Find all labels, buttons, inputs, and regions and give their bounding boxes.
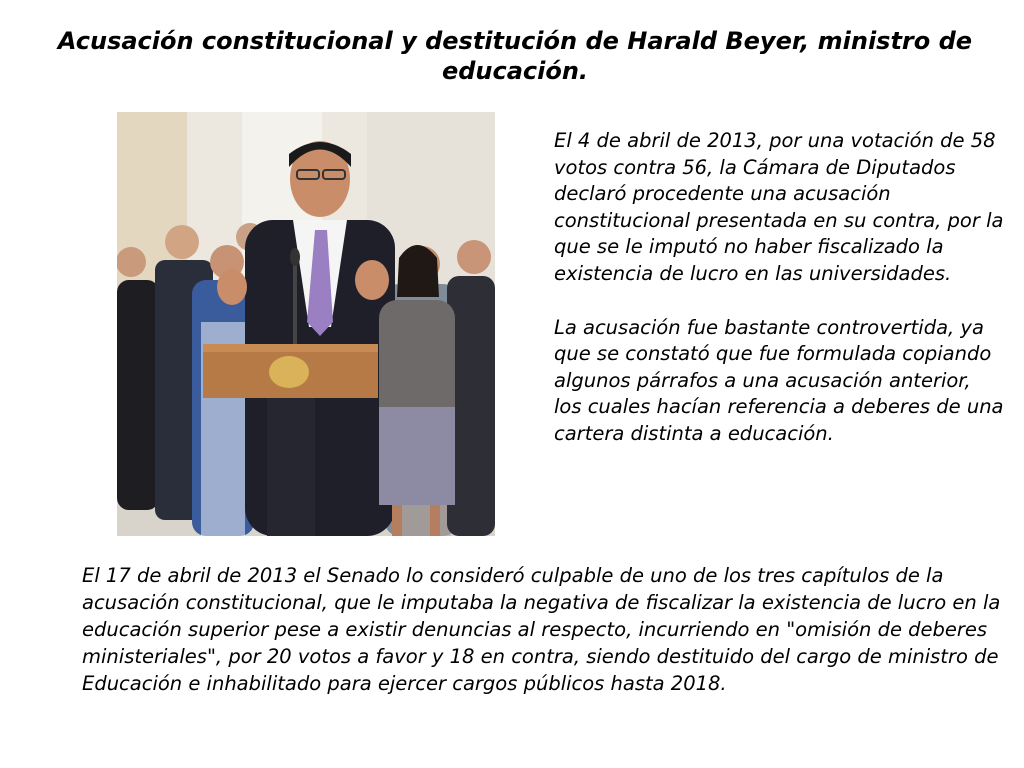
paragraph-senate-verdict: El 17 de abril de 2013 el Senado lo consideró culpable de uno de los tres capítulos de la acusación constitucional, que le imputaba la negativa de fiscalizar la existencia de lucro en la educación superior pese a existir denuncias al respecto, incurriendo en "omisión de deberes ministeriales", por 20 votos a favor y 18 en contra, siendo destituido del cargo de ministro de Educación e inhabilitado para ejercer cargos públicos hasta 2018. [82,564,1001,695]
paragraph-controversy: La acusación fue bastante controvertida, ya que se constató que fue formulada copiando algunos párrafos a una acusación anterior, los cuales hacían referencia a deberes de una cartera distinta a educación. [554,315,1004,445]
description-column [554,128,1004,448]
microphone [290,248,300,266]
paragraph-chamber-vote: El 4 de abril de 2013, por una votación de 58 votos contra 56, la Cámara de Diputados declaró procedente una acusación constitucional presentada en su contra, por la que se le imputó no haber fiscalizado la existencia de lucro en las universidades. [554,129,1004,285]
photo-illustration [117,112,495,536]
microphone-stand [293,257,297,352]
slide-title: Acusación constitucional y destitución de Harald Beyer, ministro de educación. [57,27,973,85]
minister-speaking-at-podium-photo [117,112,495,536]
